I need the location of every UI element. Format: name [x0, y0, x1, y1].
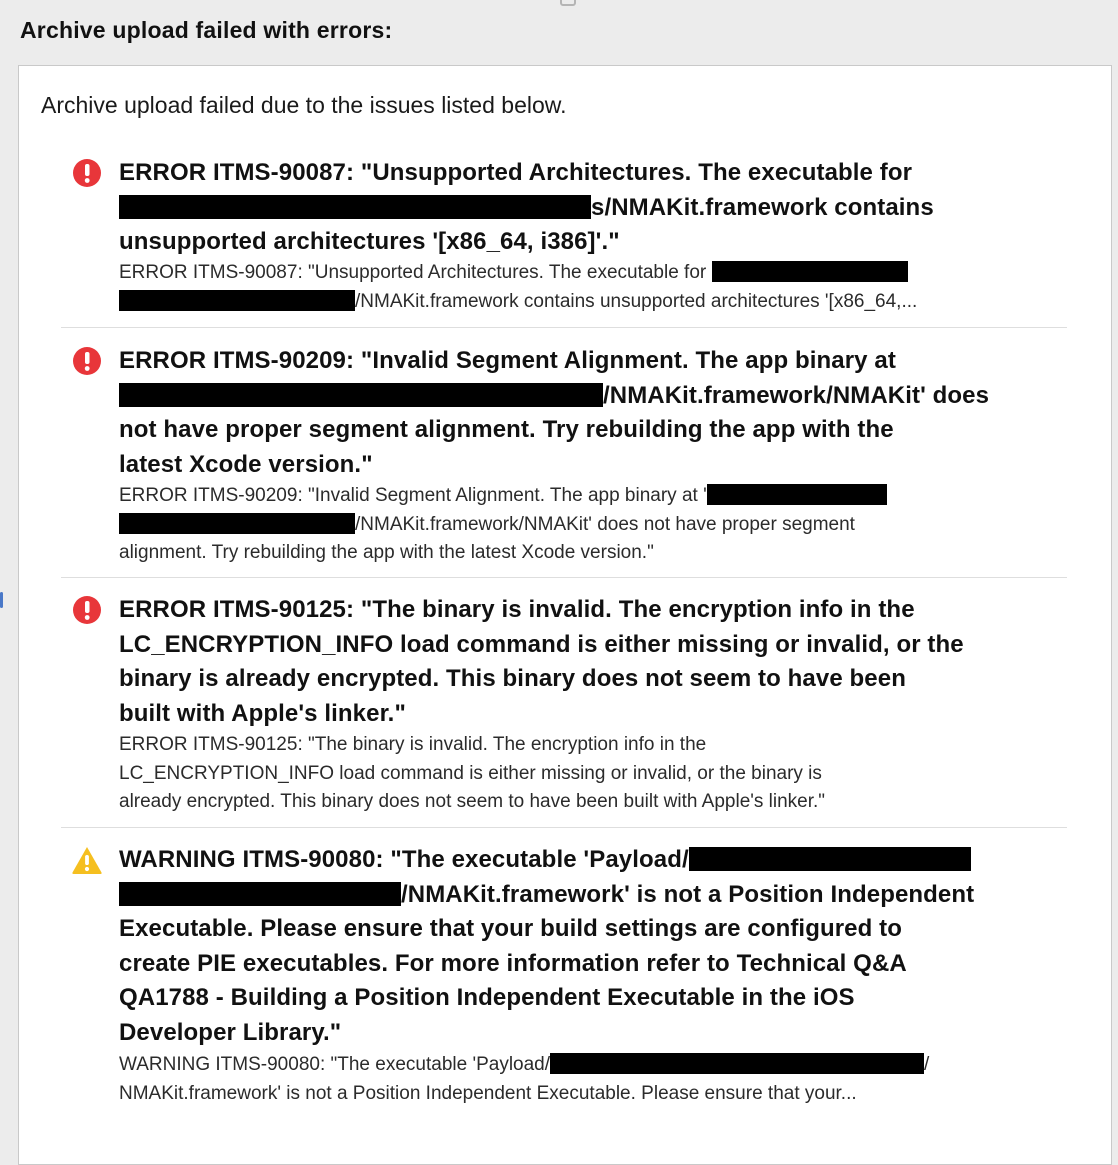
window-edge-icon	[560, 0, 576, 6]
error-icon	[71, 346, 103, 376]
issue-item[interactable]	[61, 344, 1069, 564]
redaction-bar	[119, 290, 355, 311]
issue-detail: WARNING ITMS-90080: "The executable 'Payload/ / NMAKit.framework' is not a Position Independent Executable. Please ensure that your...	[119, 1054, 930, 1104]
dialog-heading: Archive upload failed with errors:	[20, 17, 393, 43]
issue-item[interactable]	[61, 843, 1069, 1133]
redaction-bar	[119, 383, 603, 407]
error-icon	[71, 158, 103, 188]
redaction-bar	[119, 882, 401, 906]
redaction-bar	[119, 513, 355, 534]
issue-item[interactable]	[61, 593, 1069, 813]
issue-detail: ERROR ITMS-90125: "The binary is invalid. The encryption info in the LC_ENCRYPTION_INFO load command is either missing or invalid, or the binary is already encrypted. This binary does not seem to have been built with Apple's linker."	[119, 734, 826, 812]
redaction-bar	[550, 1053, 924, 1074]
issue-detail: ERROR ITMS-90087: "Unsupported Architectures. The executable for /NMAKit.framework contains unsupported architectures '[x86_64,...	[119, 262, 918, 312]
issue-title: ERROR ITMS-90125: "The binary is invalid. The encryption info in the LC_ENCRYPTION_INFO load command is either missing or invalid, or the binary is already encrypted. This binary does not seem to have been built with Apple's linker."	[119, 596, 964, 727]
warning-icon	[71, 845, 103, 875]
divider	[61, 577, 1067, 578]
redaction-bar	[712, 261, 908, 282]
redaction-bar	[707, 484, 887, 505]
intro-text: Archive upload failed due to the issues listed below.	[41, 92, 567, 118]
issue-title: WARNING ITMS-90080: "The executable 'Payload/ /NMAKit.framework' is not a Position Independent Executable. Please ensure that your build settings are configured to create PIE executables. For more information refer to Technical Q&A QA1788 - Building a Position Independent Executable in the iOS Developer Library."	[119, 846, 975, 1046]
divider	[61, 327, 1067, 328]
divider	[61, 827, 1067, 828]
issue-title: ERROR ITMS-90087: "Unsupported Architectures. The executable for s/NMAKit.framework contains unsupported architectures '[x86_64, i386]'."	[119, 159, 934, 255]
selection-indicator	[0, 592, 3, 608]
redaction-bar	[689, 847, 971, 871]
error-icon	[71, 595, 103, 625]
issue-item[interactable]	[61, 156, 1069, 326]
issues-panel[interactable]	[18, 65, 1112, 1165]
issue-detail: ERROR ITMS-90209: "Invalid Segment Alignment. The app binary at ' /NMAKit.framework/NMAKit' does not have proper segment alignment. Try rebuilding the app with the latest Xcode version."	[119, 482, 1069, 568]
redaction-bar	[119, 195, 591, 219]
issue-title: ERROR ITMS-90209: "Invalid Segment Alignment. The app binary at /NMAKit.framework/NMAKit' does not have proper segment alignment. Try rebuilding the app with the latest Xcode version."	[119, 347, 990, 478]
